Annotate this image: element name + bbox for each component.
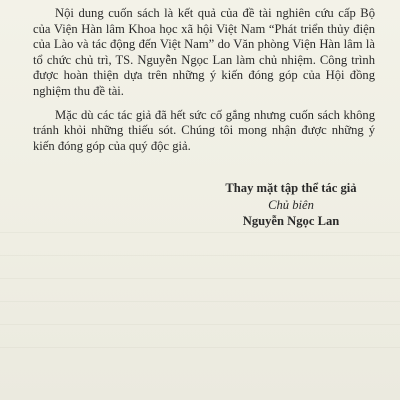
signature-name: Nguyễn Ngọc Lan	[242, 214, 340, 228]
show-through-line	[0, 232, 400, 233]
paragraph-1: Nội dung cuốn sách là kết quả của đề tài nghiên cứu cấp Bộ của Viện Hàn lâm Khoa học xã hội Việt Nam “Phát triển thủy điện của Lào và tác động đến Việt Nam” do Văn phòng Viện Hàn lâm là tổ chức chủ trì, TS. Nguyễn Ngọc Lan làm chủ nhiệm. Công trình được hoàn thiện dựa trên những ý kiến đóng góp của Hội đồng nghiệm thu đề tài.	[33, 6, 375, 98]
body-text	[33, 6, 375, 162]
show-through-line	[0, 278, 400, 279]
show-through-line	[0, 347, 400, 348]
signature-role: Thay mặt tập thể tác giả	[225, 181, 357, 195]
signature-block	[200, 180, 382, 230]
signature-title: Chủ biên	[268, 197, 314, 212]
paragraph-2: Mặc dù các tác giả đã hết sức cố gắng nhưng cuốn sách không tránh khỏi những thiếu sót. Chúng tôi mong nhận được những ý kiến đóng góp của quý độc giả.	[33, 107, 375, 153]
show-through-line	[0, 255, 400, 256]
show-through-line	[0, 301, 400, 302]
show-through-line	[0, 324, 400, 325]
